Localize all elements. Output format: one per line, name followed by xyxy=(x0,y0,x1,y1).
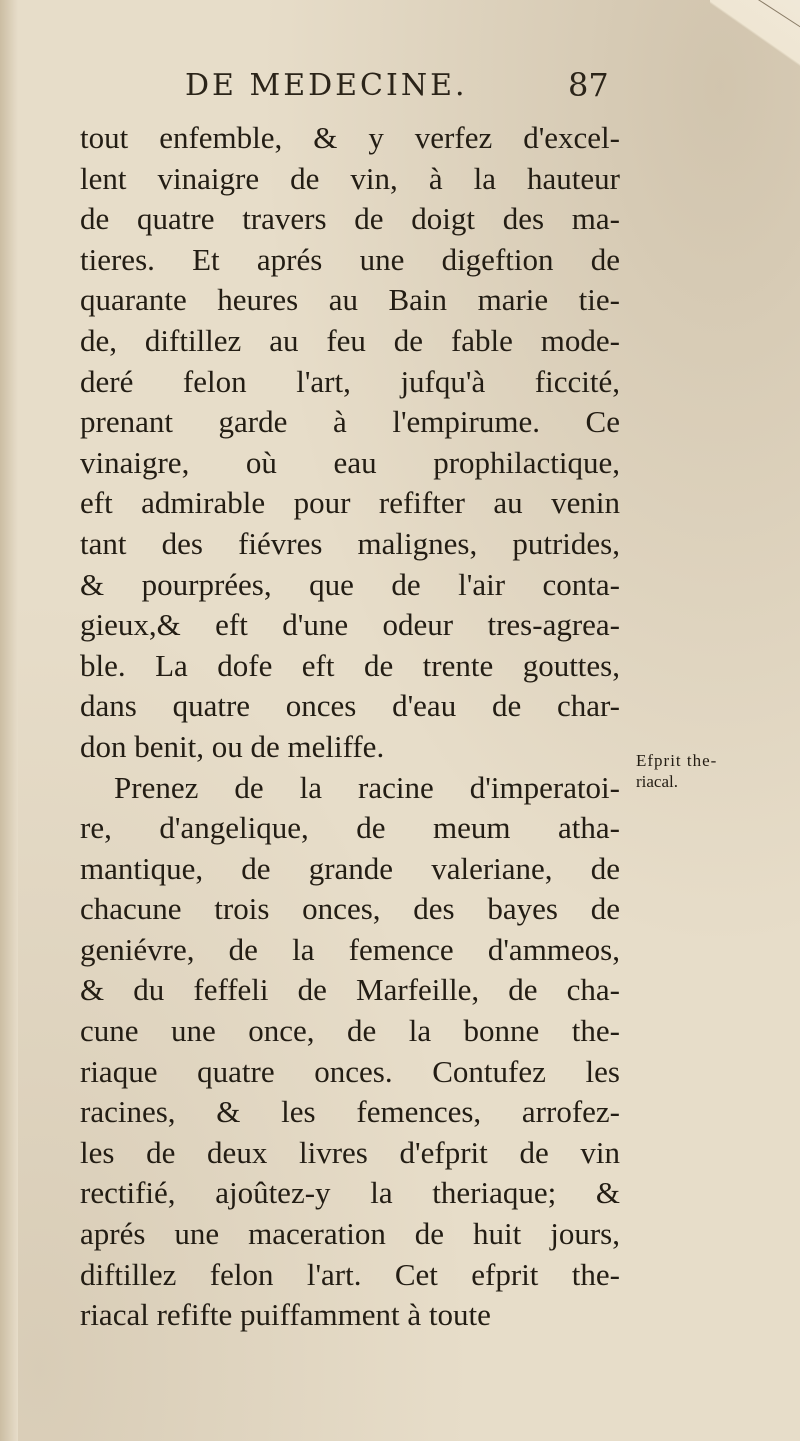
text-line: de quatre travers de doigt des ma- xyxy=(80,201,620,237)
text-line: riacal refifte puiffamment à toute xyxy=(80,1297,491,1333)
body-text xyxy=(80,118,620,1336)
text-line: eft admirable pour refifter au venin xyxy=(80,485,620,521)
text-line: re, d'angelique, de meum atha- xyxy=(80,810,620,846)
text-line: geniévre, de la femence d'ammeos, xyxy=(80,931,620,967)
text-line: racines, & les femences, arrofez- xyxy=(80,1094,620,1130)
text-line: tieres. Et aprés une digeftion de xyxy=(80,241,620,277)
page-number: 87 xyxy=(568,66,609,104)
text-line: don benit, ou de meliffe. xyxy=(80,728,385,764)
text-line: de, diftillez au feu de fable mode- xyxy=(80,322,620,358)
text-line: tant des fiévres malignes, putrides, xyxy=(80,525,620,561)
text-line: riaque quatre onces. Contufez les xyxy=(80,1053,620,1089)
text-line: vinaigre, où eau prophilactique, xyxy=(80,444,620,480)
running-title: DE MEDECINE. xyxy=(185,68,468,103)
page-gutter-shadow xyxy=(0,0,18,1441)
text-line: chacune trois onces, des bayes de xyxy=(80,891,620,927)
text-line: rectifié, ajoûtez-y la theriaque; & xyxy=(80,1175,620,1211)
text-line: mantique, de grande valeriane, de xyxy=(80,850,620,886)
folded-corner xyxy=(710,0,800,70)
text-line: & du feffeli de Marfeille, de cha- xyxy=(80,972,620,1008)
text-line: & pourprées, que de l'air conta- xyxy=(80,566,620,602)
text-line: aprés une maceration de huit jours, xyxy=(80,1216,620,1252)
text-line: prenant garde à l'empirume. Ce xyxy=(80,404,620,440)
text-line: diftillez felon l'art. Cet efprit the- xyxy=(80,1256,620,1292)
marginal-note xyxy=(636,750,796,792)
text-line: lent vinaigre de vin, à la hauteur xyxy=(80,160,620,196)
text-line: les de deux livres d'efprit de vin xyxy=(80,1134,620,1170)
text-line: ble. La dofe eft de trente gouttes, xyxy=(80,647,620,683)
text-line: dans quatre onces d'eau de char- xyxy=(80,688,620,724)
text-line: tout enfemble, & y verfez d'excel- xyxy=(80,120,620,155)
text-line: Prenez de la racine d'imperatoi- xyxy=(114,769,620,805)
text-line: quarante heures au Bain marie tie- xyxy=(80,282,620,318)
marginal-note-line-2: riacal. xyxy=(636,772,678,791)
text-line: gieux,& eft d'une odeur tres-agrea- xyxy=(80,607,620,643)
marginal-note-line-1: Efprit the- xyxy=(636,751,718,770)
text-line: deré felon l'art, jufqu'à ficcité, xyxy=(80,363,620,399)
text-line: cune une once, de la bonne the- xyxy=(80,1013,620,1049)
